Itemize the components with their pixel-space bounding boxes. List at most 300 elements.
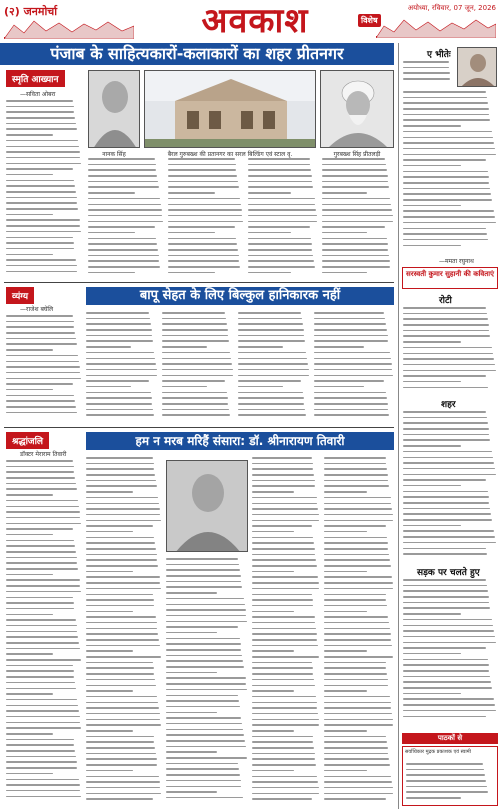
text-line bbox=[403, 422, 488, 424]
text-line bbox=[162, 380, 225, 382]
text-line bbox=[403, 233, 487, 235]
text-line bbox=[403, 313, 487, 315]
text-line bbox=[403, 485, 461, 487]
text-line bbox=[168, 272, 215, 274]
text-line bbox=[324, 628, 390, 630]
text-line bbox=[6, 767, 77, 769]
text-line bbox=[314, 352, 390, 354]
text-line bbox=[6, 648, 80, 650]
text-line bbox=[6, 191, 76, 193]
text-line bbox=[86, 662, 153, 664]
text-line bbox=[166, 751, 217, 753]
text-line bbox=[324, 656, 393, 658]
text-line bbox=[238, 363, 308, 365]
text-line bbox=[403, 78, 450, 80]
text-line bbox=[248, 266, 315, 268]
text-line bbox=[403, 330, 489, 332]
text-line bbox=[162, 375, 233, 377]
text-line bbox=[252, 531, 294, 533]
text-line bbox=[86, 667, 154, 669]
text-line bbox=[86, 463, 154, 465]
text-line bbox=[6, 321, 74, 323]
text-line bbox=[6, 625, 77, 627]
text-line bbox=[403, 91, 486, 93]
text-line bbox=[252, 554, 315, 556]
text-line bbox=[403, 159, 486, 161]
photo-caption-2: बैरल गुरुबख्श की प्रतानगर का सरल बिल्डिंग एवं स्टाल वृ. bbox=[167, 151, 293, 158]
text-line bbox=[238, 375, 309, 377]
text-line bbox=[403, 239, 488, 241]
text-line bbox=[168, 198, 240, 200]
text-line bbox=[324, 770, 367, 772]
text-line bbox=[86, 525, 153, 527]
text-line bbox=[6, 545, 75, 547]
text-line bbox=[238, 329, 304, 331]
text-line bbox=[314, 392, 386, 394]
text-line bbox=[86, 605, 154, 607]
text-line bbox=[324, 724, 393, 726]
text-line bbox=[6, 653, 53, 655]
text-line bbox=[403, 457, 493, 459]
text-line bbox=[403, 119, 490, 121]
story2-body-column-2 bbox=[86, 312, 158, 423]
text-line bbox=[86, 386, 131, 388]
text-line bbox=[6, 540, 74, 542]
text-line bbox=[6, 500, 78, 502]
text-line bbox=[6, 739, 74, 741]
text-line bbox=[162, 386, 207, 388]
text-line bbox=[403, 417, 487, 419]
text-line bbox=[403, 642, 496, 644]
text-line bbox=[403, 125, 461, 127]
text-line bbox=[168, 209, 242, 211]
text-line bbox=[166, 717, 241, 719]
text-line bbox=[238, 352, 306, 354]
lead-body-column-4 bbox=[248, 158, 318, 278]
text-line bbox=[403, 681, 491, 683]
text-line bbox=[6, 636, 78, 638]
text-line bbox=[248, 158, 310, 160]
text-line bbox=[6, 315, 73, 317]
text-line bbox=[403, 636, 495, 638]
text-line bbox=[6, 332, 75, 334]
text-line bbox=[166, 723, 242, 725]
text-line bbox=[166, 700, 239, 702]
text-line bbox=[403, 148, 495, 150]
text-line bbox=[166, 621, 247, 623]
text-line bbox=[252, 645, 318, 647]
section-label: (२) जनमोर्चा bbox=[4, 5, 58, 18]
text-line bbox=[406, 769, 484, 771]
text-line bbox=[248, 164, 310, 166]
text-line bbox=[166, 569, 240, 571]
text-line bbox=[6, 699, 77, 701]
text-line bbox=[324, 685, 388, 687]
text-line bbox=[6, 174, 53, 176]
text-line bbox=[238, 386, 283, 388]
text-line bbox=[86, 363, 156, 365]
text-line bbox=[86, 542, 155, 544]
text-line bbox=[168, 158, 235, 160]
text-line bbox=[86, 588, 161, 590]
text-line bbox=[6, 271, 77, 273]
text-line bbox=[6, 151, 80, 153]
text-line bbox=[248, 181, 312, 183]
text-line bbox=[403, 216, 495, 218]
text-line bbox=[322, 260, 390, 262]
lead-body-column-5 bbox=[322, 158, 394, 278]
text-line bbox=[324, 605, 387, 607]
text-line bbox=[238, 318, 302, 320]
text-line bbox=[166, 564, 239, 566]
text-line bbox=[162, 363, 232, 365]
text-line bbox=[88, 192, 135, 194]
text-line bbox=[403, 468, 495, 470]
text-line bbox=[322, 272, 367, 274]
text-line bbox=[86, 485, 157, 487]
text-line bbox=[403, 553, 487, 555]
text-line bbox=[252, 736, 313, 738]
text-line bbox=[403, 335, 490, 337]
text-line bbox=[324, 690, 367, 692]
text-line bbox=[252, 485, 315, 487]
text-line bbox=[252, 798, 312, 800]
text-line bbox=[6, 395, 74, 397]
text-line bbox=[6, 773, 53, 775]
text-line bbox=[403, 519, 492, 521]
text-line bbox=[248, 198, 315, 200]
masthead-right-illustration bbox=[376, 14, 496, 38]
text-line bbox=[252, 514, 319, 516]
text-line bbox=[314, 369, 392, 371]
text-line bbox=[6, 208, 78, 210]
poet-photo bbox=[457, 47, 497, 87]
text-line bbox=[86, 352, 154, 354]
text-line bbox=[162, 318, 226, 320]
text-line bbox=[86, 312, 149, 314]
text-line bbox=[6, 722, 80, 724]
text-line bbox=[168, 164, 236, 166]
text-line bbox=[252, 571, 294, 573]
text-line bbox=[252, 463, 313, 465]
text-line bbox=[252, 633, 317, 635]
text-line bbox=[248, 232, 291, 234]
text-line bbox=[322, 204, 391, 206]
text-line bbox=[403, 137, 493, 139]
text-line bbox=[403, 97, 487, 99]
text-line bbox=[6, 372, 80, 374]
text-line bbox=[314, 340, 388, 342]
text-line bbox=[166, 586, 242, 588]
text-line bbox=[238, 397, 304, 399]
text-line bbox=[166, 712, 217, 714]
text-line bbox=[403, 462, 494, 464]
text-line bbox=[403, 479, 486, 481]
text-line bbox=[252, 702, 317, 704]
text-line bbox=[6, 733, 53, 735]
text-line bbox=[406, 786, 487, 788]
text-line bbox=[252, 548, 315, 550]
poem1-lines-b bbox=[403, 91, 497, 256]
story3-body-column-1 bbox=[6, 460, 82, 805]
text-line bbox=[314, 312, 384, 314]
text-line bbox=[238, 312, 301, 314]
text-line bbox=[252, 565, 317, 567]
text-line bbox=[252, 582, 319, 584]
lead-body-column-3 bbox=[168, 158, 244, 278]
text-line bbox=[324, 582, 393, 584]
text-line bbox=[6, 784, 80, 786]
text-line bbox=[162, 335, 228, 337]
text-line bbox=[6, 676, 74, 678]
text-line bbox=[6, 744, 74, 746]
text-line bbox=[88, 238, 156, 240]
text-line bbox=[86, 776, 159, 778]
text-line bbox=[248, 255, 313, 257]
text-line bbox=[403, 710, 496, 712]
text-line bbox=[324, 565, 391, 567]
text-line bbox=[322, 169, 387, 171]
text-line bbox=[403, 341, 461, 343]
text-line bbox=[86, 656, 161, 658]
text-line bbox=[252, 719, 319, 721]
text-line bbox=[322, 209, 392, 211]
text-line bbox=[252, 611, 294, 613]
text-line bbox=[252, 605, 313, 607]
masthead-tag: विशेष bbox=[358, 14, 381, 27]
text-line bbox=[88, 198, 160, 200]
story3-author: डॉक्टर मेराराम तिवारी bbox=[20, 451, 67, 458]
text-line bbox=[6, 185, 75, 187]
text-line bbox=[168, 169, 236, 171]
text-line bbox=[252, 639, 317, 641]
text-line bbox=[324, 787, 393, 789]
text-line bbox=[6, 619, 76, 621]
text-line bbox=[238, 358, 307, 360]
text-line bbox=[6, 412, 77, 414]
text-line bbox=[86, 392, 151, 394]
text-line bbox=[166, 797, 243, 799]
text-line bbox=[324, 520, 393, 522]
text-line bbox=[6, 117, 75, 119]
publisher-notice-label: सर्वाधिकार मुद्रक प्रकाशक एवं स्वामी bbox=[405, 749, 471, 755]
text-line bbox=[322, 158, 385, 160]
text-line bbox=[403, 324, 489, 326]
text-line bbox=[86, 559, 157, 561]
text-line bbox=[86, 380, 149, 382]
text-line bbox=[166, 598, 244, 600]
text-line bbox=[86, 576, 160, 578]
text-line bbox=[86, 793, 161, 795]
text-line bbox=[406, 763, 483, 765]
story2-section-label: व्यंग्य bbox=[6, 287, 34, 304]
text-line bbox=[324, 508, 392, 510]
text-line bbox=[403, 171, 488, 173]
text-line bbox=[252, 707, 317, 709]
text-line bbox=[6, 111, 74, 113]
text-line bbox=[403, 411, 486, 413]
text-line bbox=[238, 392, 303, 394]
text-line bbox=[403, 165, 461, 167]
text-line bbox=[168, 181, 238, 183]
text-line bbox=[88, 226, 155, 228]
text-line bbox=[403, 370, 496, 372]
text-line bbox=[86, 491, 133, 493]
text-line bbox=[324, 639, 391, 641]
text-line bbox=[166, 581, 241, 583]
text-line bbox=[88, 209, 162, 211]
text-line bbox=[252, 628, 316, 630]
text-line bbox=[86, 468, 154, 470]
text-line bbox=[6, 688, 76, 690]
publisher-notice-lines bbox=[406, 763, 494, 803]
text-line bbox=[6, 551, 76, 553]
text-line bbox=[252, 753, 315, 755]
text-line bbox=[6, 265, 77, 267]
text-line bbox=[403, 596, 489, 598]
text-line bbox=[403, 199, 492, 201]
text-line bbox=[166, 655, 242, 657]
text-line bbox=[322, 186, 389, 188]
text-line bbox=[86, 508, 160, 510]
text-line bbox=[168, 175, 237, 177]
text-line bbox=[403, 548, 486, 550]
story2-body-column-3 bbox=[162, 312, 234, 423]
text-line bbox=[403, 131, 492, 133]
text-line bbox=[248, 204, 315, 206]
text-line bbox=[324, 719, 393, 721]
text-line bbox=[88, 181, 158, 183]
text-line bbox=[252, 457, 312, 459]
text-line bbox=[248, 238, 311, 240]
text-line bbox=[322, 164, 386, 166]
text-line bbox=[403, 508, 490, 510]
text-line bbox=[162, 369, 233, 371]
text-line bbox=[6, 128, 77, 130]
text-line bbox=[252, 576, 318, 578]
poem4-lines bbox=[403, 579, 497, 727]
text-line bbox=[6, 705, 78, 707]
text-line bbox=[6, 389, 53, 391]
text-line bbox=[6, 477, 75, 479]
text-line bbox=[6, 106, 74, 108]
text-line bbox=[168, 221, 243, 223]
text-line bbox=[252, 730, 294, 732]
text-line bbox=[6, 168, 73, 170]
lead-headline: पंजाब के साहित्यकारों-कलाकारों का शहर प्रीतनगर bbox=[0, 43, 394, 65]
text-line bbox=[324, 758, 389, 760]
text-line bbox=[6, 219, 80, 221]
text-line bbox=[86, 787, 160, 789]
text-line bbox=[403, 590, 488, 592]
text-line bbox=[403, 530, 494, 532]
text-line bbox=[6, 248, 74, 250]
text-line bbox=[166, 683, 246, 685]
text-line bbox=[238, 369, 309, 371]
text-line bbox=[248, 215, 317, 217]
text-line bbox=[162, 323, 227, 325]
text-line bbox=[168, 215, 242, 217]
text-line bbox=[6, 406, 76, 408]
text-line bbox=[6, 727, 81, 729]
text-line bbox=[166, 774, 240, 776]
text-line bbox=[252, 741, 313, 743]
text-line bbox=[86, 323, 151, 325]
text-line bbox=[6, 608, 74, 610]
text-line bbox=[252, 787, 319, 789]
text-line bbox=[88, 249, 158, 251]
text-line bbox=[324, 554, 389, 556]
text-line bbox=[252, 673, 313, 675]
poem1-byline: —ममता रघुनाथ bbox=[439, 258, 474, 265]
text-line bbox=[6, 157, 80, 159]
text-line bbox=[162, 358, 231, 360]
text-line bbox=[406, 780, 486, 782]
text-line bbox=[166, 638, 240, 640]
text-line bbox=[166, 706, 240, 708]
text-line bbox=[6, 466, 74, 468]
text-line bbox=[324, 571, 367, 573]
text-line bbox=[88, 169, 156, 171]
text-line bbox=[86, 340, 153, 342]
text-line bbox=[86, 358, 155, 360]
text-line bbox=[86, 633, 158, 635]
text-line bbox=[6, 366, 80, 368]
text-line bbox=[322, 255, 389, 257]
poem4-title: सड़क पर चलते हुए bbox=[417, 568, 480, 578]
text-line bbox=[6, 665, 73, 667]
text-line bbox=[166, 791, 217, 793]
masthead bbox=[0, 0, 500, 42]
text-line bbox=[252, 525, 312, 527]
text-line bbox=[403, 670, 489, 672]
text-line bbox=[403, 72, 450, 74]
text-line bbox=[324, 497, 391, 499]
text-line bbox=[406, 774, 485, 776]
text-line bbox=[86, 565, 158, 567]
text-line bbox=[86, 758, 157, 760]
text-line bbox=[403, 358, 494, 360]
text-line bbox=[166, 689, 247, 691]
text-line bbox=[403, 188, 490, 190]
text-line bbox=[88, 266, 160, 268]
text-line bbox=[238, 346, 283, 348]
text-line bbox=[406, 791, 488, 793]
text-line bbox=[322, 181, 388, 183]
text-line bbox=[403, 653, 461, 655]
text-line bbox=[6, 259, 76, 261]
text-line bbox=[252, 622, 315, 624]
text-line bbox=[162, 340, 229, 342]
text-line bbox=[314, 363, 392, 365]
lead-author: —सविता ओबरा bbox=[20, 91, 56, 98]
text-line bbox=[86, 474, 155, 476]
text-line bbox=[314, 346, 364, 348]
poem1-title: ए भीतेः bbox=[427, 50, 451, 60]
text-line bbox=[6, 237, 73, 239]
text-line bbox=[88, 215, 162, 217]
text-line bbox=[88, 175, 157, 177]
text-line bbox=[6, 123, 76, 125]
text-line bbox=[403, 108, 489, 110]
text-line bbox=[322, 215, 393, 217]
text-line bbox=[324, 537, 387, 539]
portrait-photo-2 bbox=[320, 70, 394, 148]
text-line bbox=[86, 764, 157, 766]
text-line bbox=[324, 741, 387, 743]
text-line bbox=[324, 576, 392, 578]
section-divider-1 bbox=[4, 282, 394, 283]
